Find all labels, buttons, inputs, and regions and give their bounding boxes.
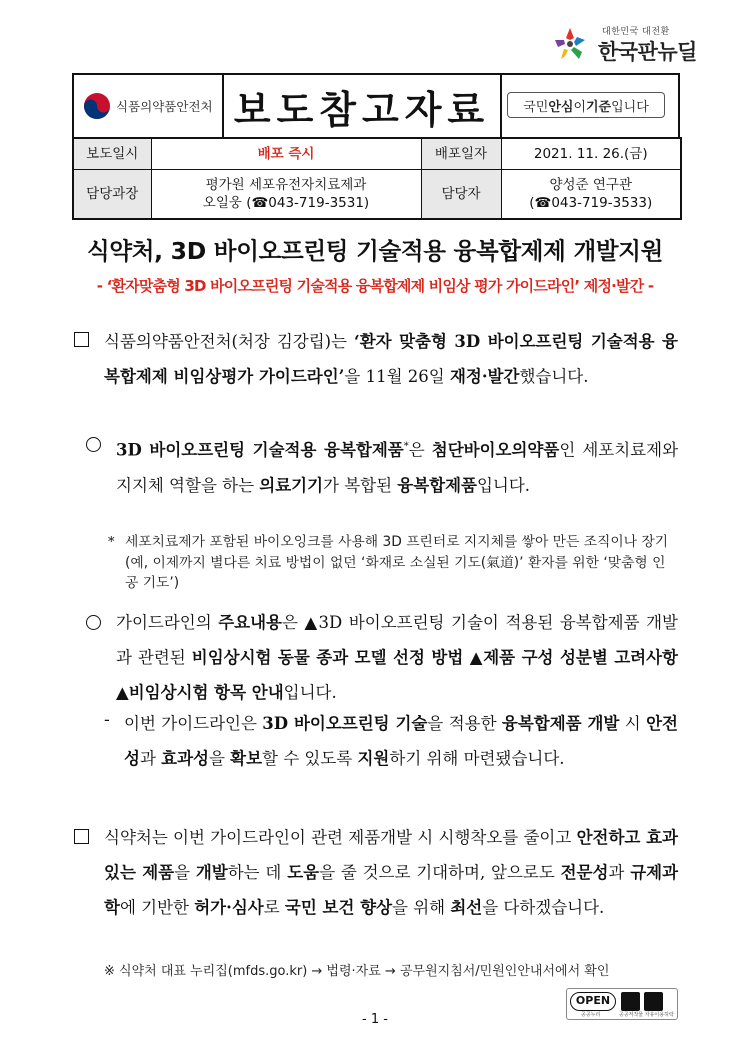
open-license-caption: 공공저작물 자유이용허락 bbox=[619, 1012, 674, 1018]
ministry-logo bbox=[82, 88, 222, 124]
p2-bold: 첨단바이오의약품 bbox=[431, 440, 560, 460]
distribution-date-label: 배포일자 bbox=[421, 138, 501, 170]
p2-text: 인 세포치료제와 지지체 역할을 하는 bbox=[116, 440, 679, 495]
slogan-part: 이 bbox=[573, 99, 586, 115]
open-caption: 공공누리 bbox=[581, 1012, 601, 1018]
document-type-title: 보도참고자료 bbox=[233, 87, 491, 132]
p5-bold: 개발 bbox=[195, 863, 228, 882]
department-head-value bbox=[151, 170, 421, 220]
release-info-table bbox=[72, 137, 682, 220]
p3-text: 입니다. bbox=[283, 683, 337, 702]
p1-publish: 재정·발간 bbox=[449, 367, 520, 386]
reference-note: ※ 식약처 대표 누리집(mfds.go.kr) → 법령·자료 → 공무원지침서/민원인안내서에서 확인 bbox=[104, 964, 610, 979]
p5-text: 을 위해 bbox=[392, 898, 451, 917]
open-label: OPEN bbox=[570, 992, 616, 1011]
release-time-value: 배포 즉시 bbox=[151, 138, 421, 170]
slogan-bold: 기준 bbox=[586, 99, 612, 115]
p5-bold: 안전하고 효과 있는 제품 bbox=[104, 828, 678, 882]
p4-bold: 효과성 bbox=[161, 749, 209, 768]
p5-text: 을 bbox=[174, 863, 196, 882]
paragraph-4 bbox=[124, 706, 678, 776]
p4-text: 시 bbox=[619, 714, 647, 733]
p3-bold: 주요내용 bbox=[218, 613, 282, 632]
dash-bullet: - bbox=[104, 710, 110, 730]
p4-bold: 지원 bbox=[357, 749, 390, 768]
press-header bbox=[72, 73, 680, 139]
paragraph-2 bbox=[116, 429, 678, 503]
p1-guideline-title: ‘환자 맞춤형 3D 바이오프린팅 기술적용 융복합제제 비임상평가 가이드라인’ bbox=[104, 332, 678, 386]
p3-text: 가이드라인의 bbox=[116, 613, 219, 632]
page-number: - 1 - bbox=[362, 1012, 388, 1027]
department-head-contact: 오일웅 (☎043-719-3531) bbox=[202, 195, 370, 211]
p4-bold: 확보 bbox=[230, 749, 263, 768]
checkbox-bullet-icon bbox=[74, 332, 89, 352]
paragraph-1 bbox=[104, 324, 678, 394]
p4-text: 을 적용한 bbox=[427, 714, 502, 733]
p4-text: 하기 위해 마련됐습니다. bbox=[389, 749, 565, 768]
p4-text: 할 수 있도록 bbox=[262, 749, 358, 768]
release-time-label: 보도일시 bbox=[73, 138, 151, 170]
new-deal-emblem-icon bbox=[552, 26, 588, 62]
p2-bold: 융복합제품 bbox=[397, 475, 477, 495]
title-box bbox=[222, 75, 502, 137]
p4-text: 을 bbox=[208, 749, 231, 768]
p5-bold: 국민 보건 향상 bbox=[284, 898, 393, 917]
p5-text: 에 기반한 bbox=[119, 898, 195, 917]
p3-bold: 비임상시험 동물 종과 모델 선정 방법 ▲제품 구성 성분별 고려사항 ▲비임상시험 항목 안내 bbox=[116, 648, 679, 702]
brand-tagline: 대한민국 대전환 bbox=[602, 27, 670, 37]
p1-text: 했습니다. bbox=[519, 367, 589, 386]
p2-text: 은 bbox=[408, 440, 432, 460]
contact-person-name: 양성준 연구관 bbox=[549, 177, 633, 193]
footnote-definition: 세포치료제가 포함된 바이오잉크를 사용해 3D 프린터로 지지체를 쌓아 만든 조직이나 장기(예, 이제까지 별다른 치료 방법이 없던 ‘화재로 소실된 기도(氣道)’ 환자를 위한 ‘맞춤형 인공 기도’) bbox=[125, 534, 669, 591]
p5-bold: 허가·심사 bbox=[194, 898, 264, 917]
p5-text: 을 줄 것으로 기대하며, 앞으로도 bbox=[319, 863, 561, 882]
p5-text: 과 bbox=[608, 863, 631, 882]
p4-bold: 융복합제품 개발 bbox=[501, 714, 620, 733]
noncommercial-icon bbox=[644, 992, 663, 1011]
p1-text: 식품의약품안전처(처장 김강립)는 bbox=[104, 332, 354, 351]
korean-new-deal-logo bbox=[542, 22, 702, 68]
slogan-badge bbox=[507, 92, 665, 118]
department-head-label: 담당과장 bbox=[73, 170, 151, 220]
p5-bold: 규제과학 bbox=[104, 863, 679, 917]
p5-text: 식약처는 이번 가이드라인이 관련 제품개발 시 시행착오를 줄이고 bbox=[104, 828, 577, 847]
p5-bold: 도움 bbox=[287, 863, 320, 882]
p3-text: 은 ▲3D 바이오프린팅 기술이 적용된 융복합제품 개발과 관련된 bbox=[116, 613, 678, 667]
p5-bold: 최선 bbox=[450, 898, 483, 917]
p4-text: 과 bbox=[139, 749, 162, 768]
brand-name: 한국판뉴딜 bbox=[598, 40, 697, 64]
department-name: 평가원 세포유전자치료제과 bbox=[205, 177, 367, 193]
taegeuk-emblem-icon bbox=[82, 91, 112, 121]
circle-bullet-icon bbox=[86, 437, 101, 457]
p4-bold: 안전성 bbox=[124, 714, 678, 768]
p2-footnote-mark: * bbox=[403, 441, 409, 452]
p2-text: 가 복합된 bbox=[323, 475, 398, 495]
p2-bold: 3D 바이오프린팅 기술적용 융복합제품 bbox=[116, 440, 404, 460]
p2-bold: 의료기기 bbox=[259, 475, 324, 495]
p5-bold: 전문성 bbox=[560, 863, 609, 882]
circle-bullet-icon bbox=[86, 615, 101, 635]
slogan-bold: 안심 bbox=[548, 99, 574, 115]
p5-text: 로 bbox=[263, 898, 285, 917]
sub-headline: - ‘환자맞춤형 3D 바이오프린팅 기술적용 융복합제제 비임상 평가 가이드라인’ 제정·발간 - bbox=[96, 277, 654, 295]
p5-text: 하는 데 bbox=[227, 863, 288, 882]
note-star: * bbox=[108, 535, 115, 550]
main-headline: 식약처, 3D 바이오프린팅 기술적용 융복합제제 개발지원 bbox=[86, 237, 664, 265]
paragraph-3 bbox=[116, 605, 678, 710]
slogan-part: 국민 bbox=[523, 99, 549, 115]
contact-person-label: 담당자 bbox=[421, 170, 501, 220]
checkbox-bullet-icon bbox=[74, 829, 89, 849]
slogan-part: 입니다 bbox=[611, 99, 649, 115]
ministry-name: 식품의약품안전처 bbox=[116, 99, 213, 114]
attribution-icon bbox=[621, 992, 640, 1011]
paragraph-5 bbox=[104, 820, 678, 925]
p4-text: 이번 가이드라인은 bbox=[124, 714, 263, 733]
p2-text: 입니다. bbox=[476, 475, 531, 495]
contact-person-value bbox=[501, 170, 681, 220]
distribution-date-value: 2021. 11. 26.(금) bbox=[501, 138, 681, 170]
p5-text: 을 다하겠습니다. bbox=[482, 898, 605, 917]
contact-person-phone: (☎043-719-3533) bbox=[529, 195, 653, 211]
p1-text: 을 11월 26일 bbox=[344, 367, 450, 386]
p4-bold: 3D 바이오프린팅 기술 bbox=[262, 714, 428, 733]
